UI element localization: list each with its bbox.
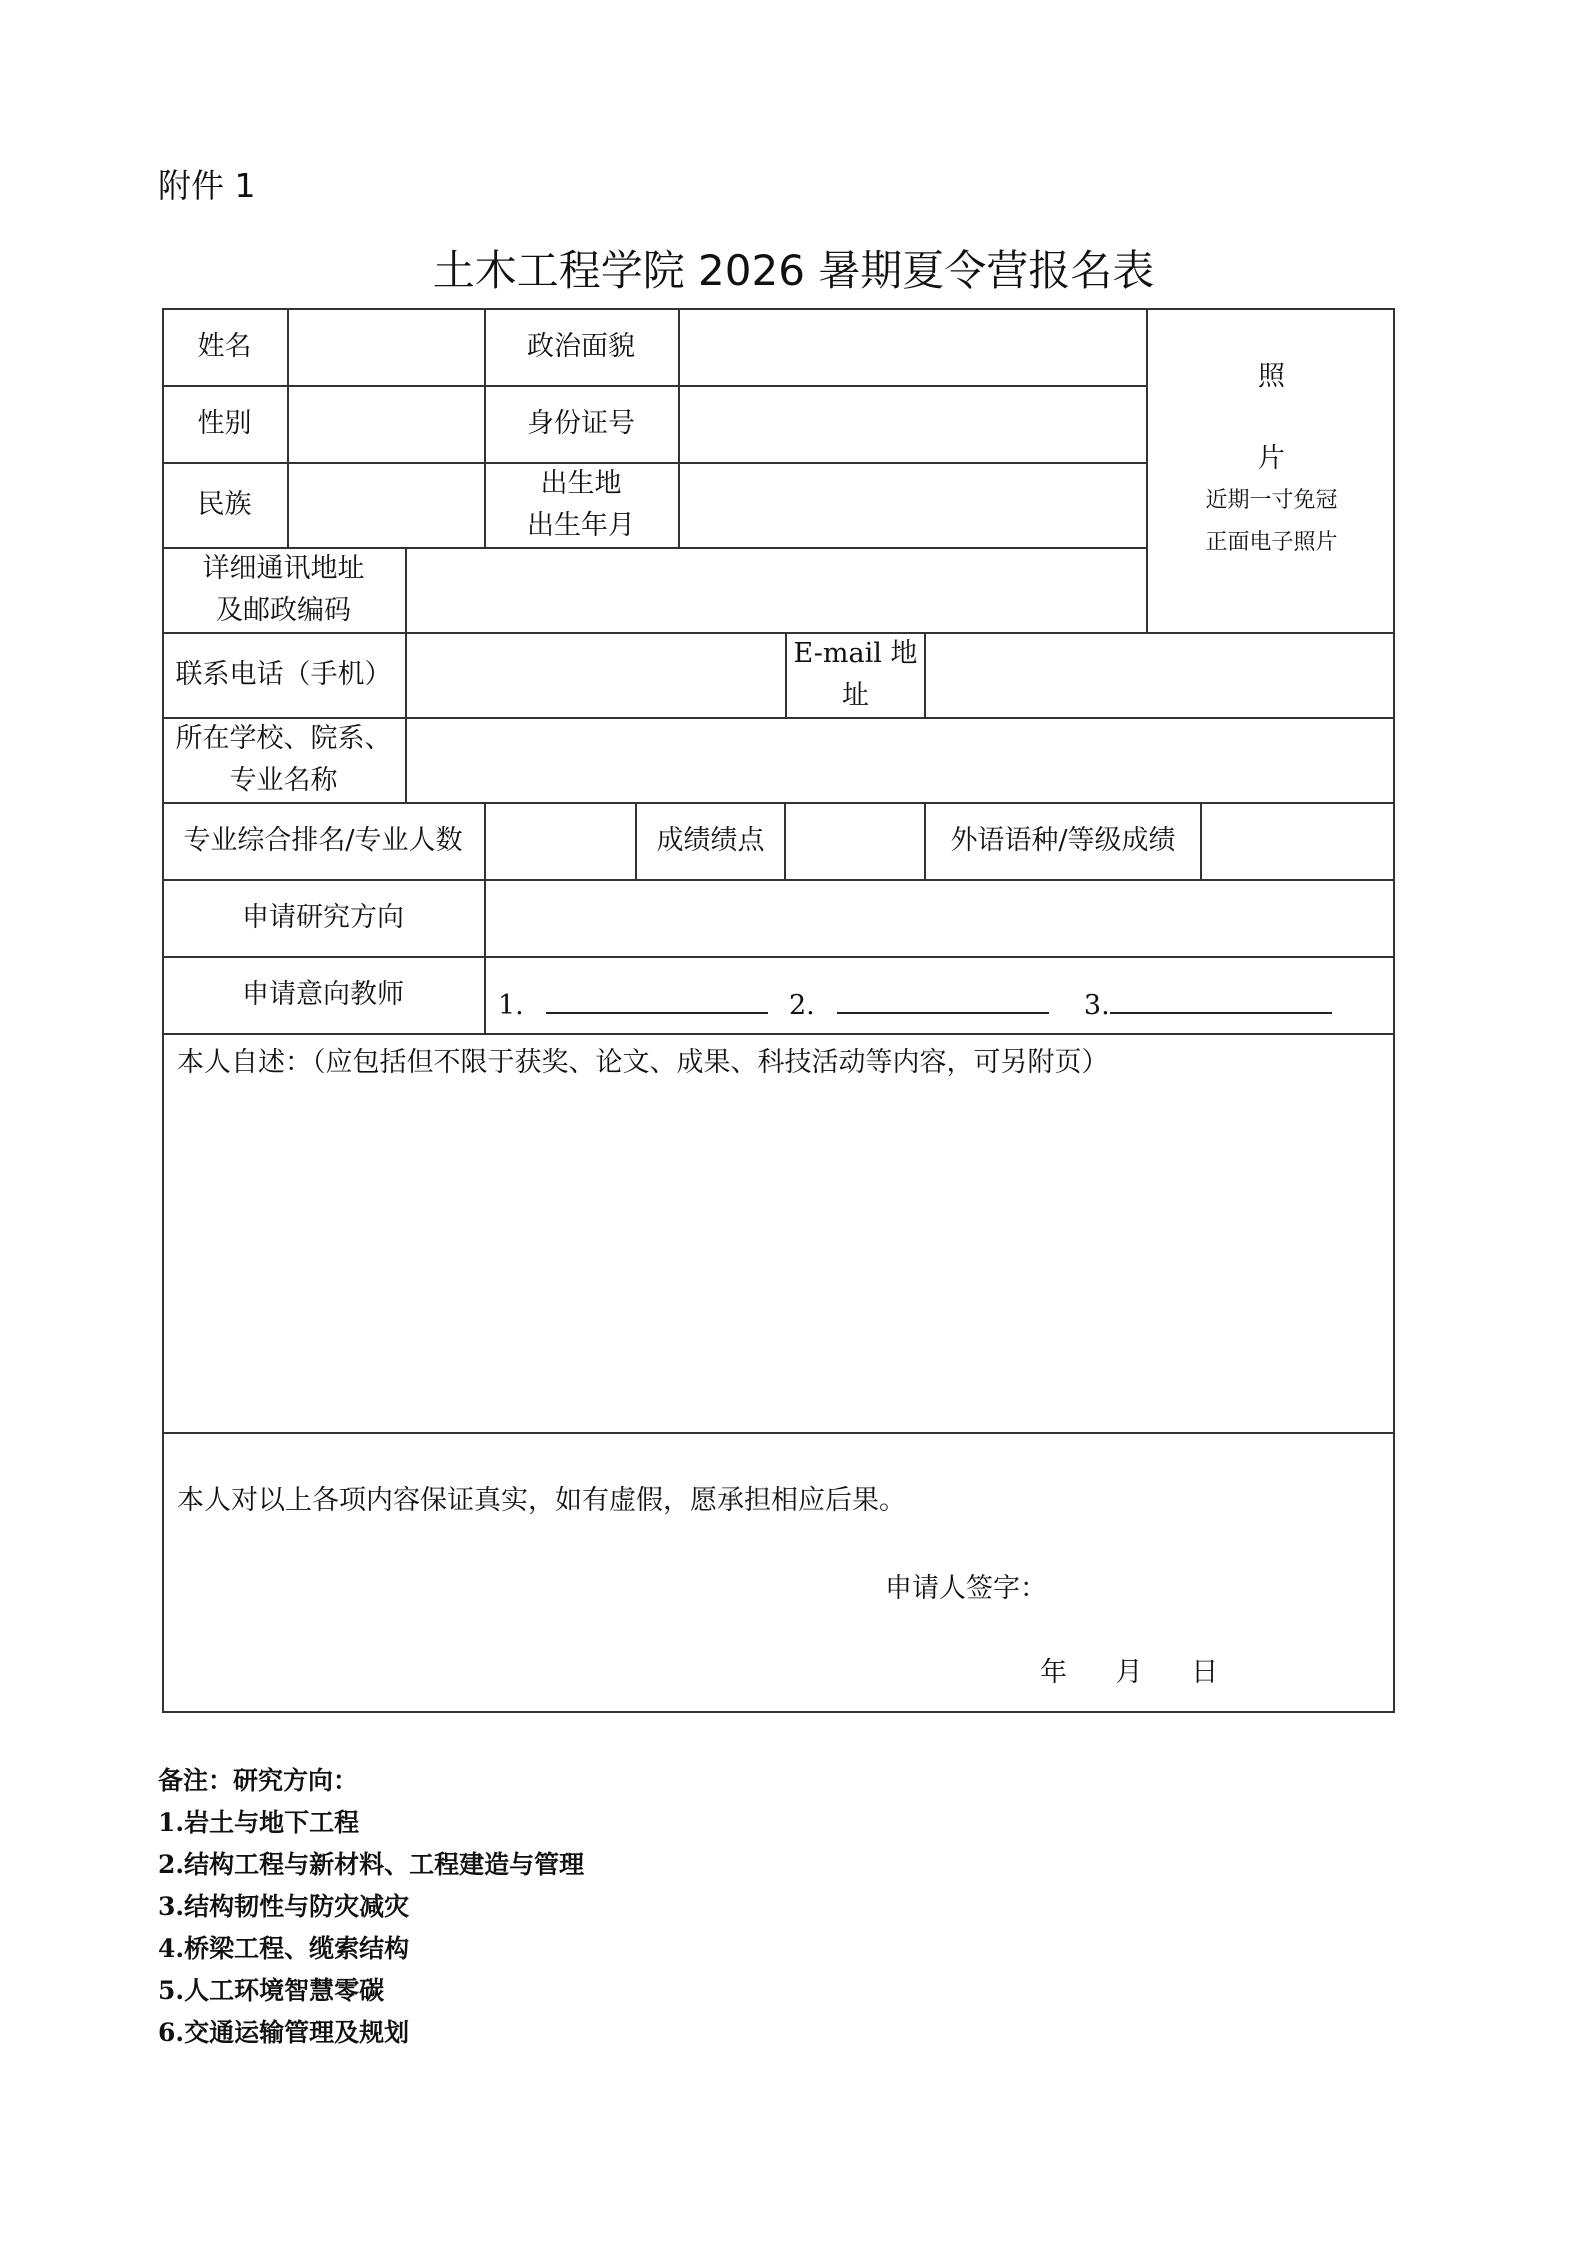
birth-label [484,462,678,547]
school-label-line2: 专业名称 [229,764,338,796]
declaration-text: 本人对以上各项内容保证真实，如有虚假，愿承担相应后果。 [177,1485,906,1516]
ethnicity-label: 民族 [197,488,252,520]
research-field[interactable] [486,879,1395,956]
gender-label: 性别 [197,407,252,439]
teacher-2-label: 2. [788,990,815,1021]
teacher-1-label: 1. [498,990,524,1021]
phone-field[interactable] [407,632,785,717]
note-item: 6.交通运输管理及规划 [158,2018,410,2047]
language-field[interactable] [1202,802,1395,879]
note-item: 5.人工环境智慧零碳 [158,1976,385,2005]
id-field[interactable] [680,385,1146,462]
note-item: 3.结构韧性与防灾减灾 [158,1892,410,1921]
attachment-label: 附件 1 [158,166,256,205]
teacher-1-blank[interactable] [546,982,768,1014]
photo-note-2: 正面电子照片 [1205,530,1338,555]
note-item: 2.结构工程与新材料、工程建造与管理 [158,1850,585,1879]
rank-field[interactable] [486,802,635,879]
photo-char-2: 片 [1258,443,1285,474]
note-item: 1.岩土与地下工程 [158,1808,360,1837]
email-label-line1: E-mail 地 [793,637,918,669]
photo-char-1: 照 [1258,361,1285,392]
ethnicity-field[interactable] [289,462,484,547]
name-label: 姓名 [197,330,252,362]
school-label-line1: 所在学校、院系、 [175,722,392,754]
political-label: 政治面貌 [527,330,635,362]
self-statement-area[interactable] [164,1080,1393,1430]
date-day: 日 [1191,1657,1219,1688]
photo-note-1: 近期一寸免冠 [1205,488,1338,513]
address-label-line2: 及邮政编码 [216,594,351,626]
language-label: 外语语种/等级成绩 [950,824,1176,856]
name-field[interactable] [289,308,484,385]
form-title: 土木工程学院 2026 暑期夏令营报名表 [432,246,1155,295]
email-field[interactable] [926,632,1395,717]
address-field[interactable] [407,547,1146,632]
rank-label: 专业综合排名/专业人数 [183,824,463,856]
date-line [1040,1650,1258,1689]
birthdate-label: 出生年月 [527,509,635,541]
address-label-line1: 详细通讯地址 [202,552,365,584]
gpa-label: 成绩绩点 [656,824,765,856]
political-field[interactable] [680,308,1146,385]
gpa-field[interactable] [786,802,924,879]
gender-field[interactable] [289,385,484,462]
notes-section [158,1760,584,2054]
phone-label: 联系电话（手机） [175,658,392,690]
teacher-3-blank[interactable] [1110,982,1332,1014]
teacher-3-label: 3. [1083,990,1110,1021]
email-label-line2: 址 [842,679,869,711]
teacher-label: 申请意向教师 [242,978,404,1010]
school-field[interactable] [407,717,1395,802]
teacher-fields [498,982,1332,1021]
id-label: 身份证号 [527,407,635,439]
note-item: 4.桥梁工程、缆索结构 [158,1934,410,1963]
self-statement-label: 本人自述：（应包括但不限于获奖、论文、成果、科技活动等内容，可另附页） [177,1047,1109,1078]
birthplace-label: 出生地 [540,467,622,499]
notes-heading: 备注：研究方向： [158,1766,359,1795]
date-year: 年 [1040,1657,1067,1688]
email-label [787,632,924,717]
teacher-2-blank[interactable] [837,982,1049,1014]
birth-field[interactable] [680,462,1146,547]
date-month: 月 [1115,1657,1143,1688]
school-label [162,717,405,802]
photo-box[interactable] [1148,308,1395,632]
signature-label: 申请人签字： [885,1573,1047,1604]
address-label [162,547,405,632]
research-label: 申请研究方向 [242,901,404,933]
